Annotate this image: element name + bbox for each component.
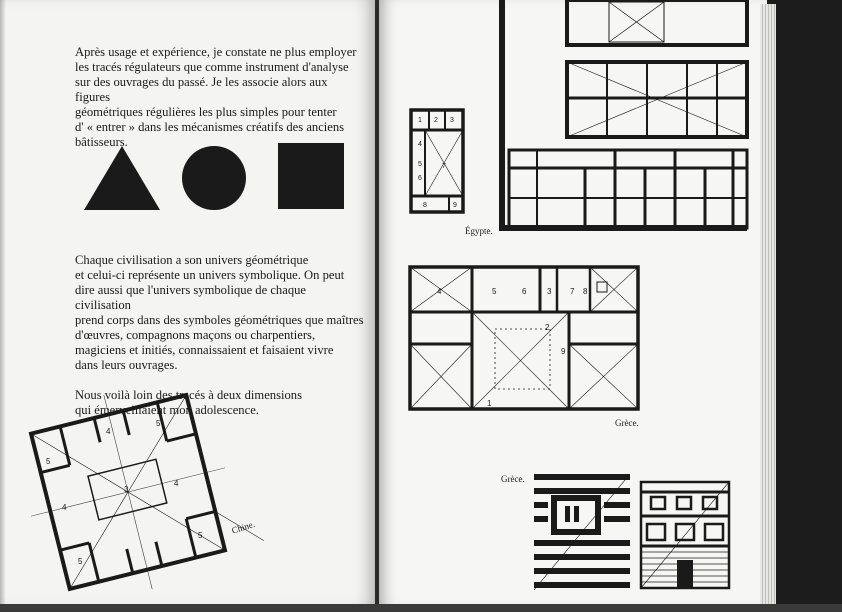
china-plan <box>18 392 268 592</box>
china-room-label: 5 <box>46 457 51 466</box>
greece-room-label: 7 <box>570 287 575 296</box>
greece-meander-pattern <box>534 474 630 590</box>
greece-room-label: 9 <box>561 347 566 356</box>
egypt-room-label: 2 <box>434 117 438 124</box>
triangle-figure <box>84 146 160 210</box>
circle-figure <box>182 146 246 210</box>
china-room-label: 4 <box>174 479 179 488</box>
egypt-complex-plan <box>497 0 749 236</box>
egypt-room-label: 5 <box>418 161 422 168</box>
greece-building-facade <box>639 480 731 590</box>
paragraph-regulating-lines: Après usage et expérience, je constate ne plus employer les tracés régulateurs que comme instrument d'analyse sur des ouvrages du passé. Je les associe alors aux figures géométriques régulières les plus simples pour tenter d' « entrer » dans les mécanismes créatifs des anciens bâtisseurs. <box>75 45 357 149</box>
greece-room-label: 8 <box>583 287 588 296</box>
china-room-label: 5 <box>156 419 161 428</box>
china-room-label: 4 <box>106 427 111 436</box>
geometric-figures <box>80 140 350 220</box>
paragraph-3: Nous voilà loin des tracés à deux dimensions qui émerveillaient mon adolescence. <box>75 388 302 417</box>
greece-room-label: 4 <box>437 287 442 296</box>
greece-room-label: 2 <box>545 323 550 332</box>
egypt-room-label: 8 <box>423 202 427 209</box>
egypt-house-plan <box>409 108 467 218</box>
china-room-label: 5 <box>198 531 203 540</box>
egypt-room-label: 4 <box>418 141 422 148</box>
greece-plan <box>407 264 643 414</box>
greece-room-label: 3 <box>547 287 552 296</box>
egypt-room-label: 3 <box>450 117 454 124</box>
left-page <box>0 0 376 606</box>
egypt-caption: Égypte. <box>465 226 493 236</box>
page-stack-edges <box>760 4 776 604</box>
greece-room-label: 6 <box>522 287 527 296</box>
china-room-label: 3 <box>124 485 129 494</box>
greece-facades-caption: Grèce. <box>501 474 525 484</box>
egypt-room-label: 7 <box>442 163 446 170</box>
china-caption: Chine. <box>230 518 257 536</box>
paragraph-2: Chaque civilisation a son univers géométrique et celui-ci représente un univers symbolique. On peut dire aussi que l'univers symbolique de chaque civilisation prend corps dans des symboles géométriques que maîtres d'œuvres, compagnons maçons ou charpentiers, magiciens et initiés, connaissaient et faisaient vivre dans leurs ouvrages. <box>75 253 364 372</box>
page-shadow <box>0 0 6 606</box>
book-bottom-edge <box>0 604 842 612</box>
china-room-label: 4 <box>62 503 67 512</box>
egypt-room-label: 6 <box>418 175 422 182</box>
square-figure <box>278 143 344 209</box>
greece-plan-caption: Grèce. <box>615 418 639 428</box>
greece-room-label: 5 <box>492 287 497 296</box>
greece-room-label: 1 <box>487 399 492 408</box>
egypt-room-label: 9 <box>453 202 457 209</box>
egypt-room-label: 1 <box>418 117 422 124</box>
right-page <box>379 0 767 606</box>
china-room-label: 5 <box>78 557 83 566</box>
